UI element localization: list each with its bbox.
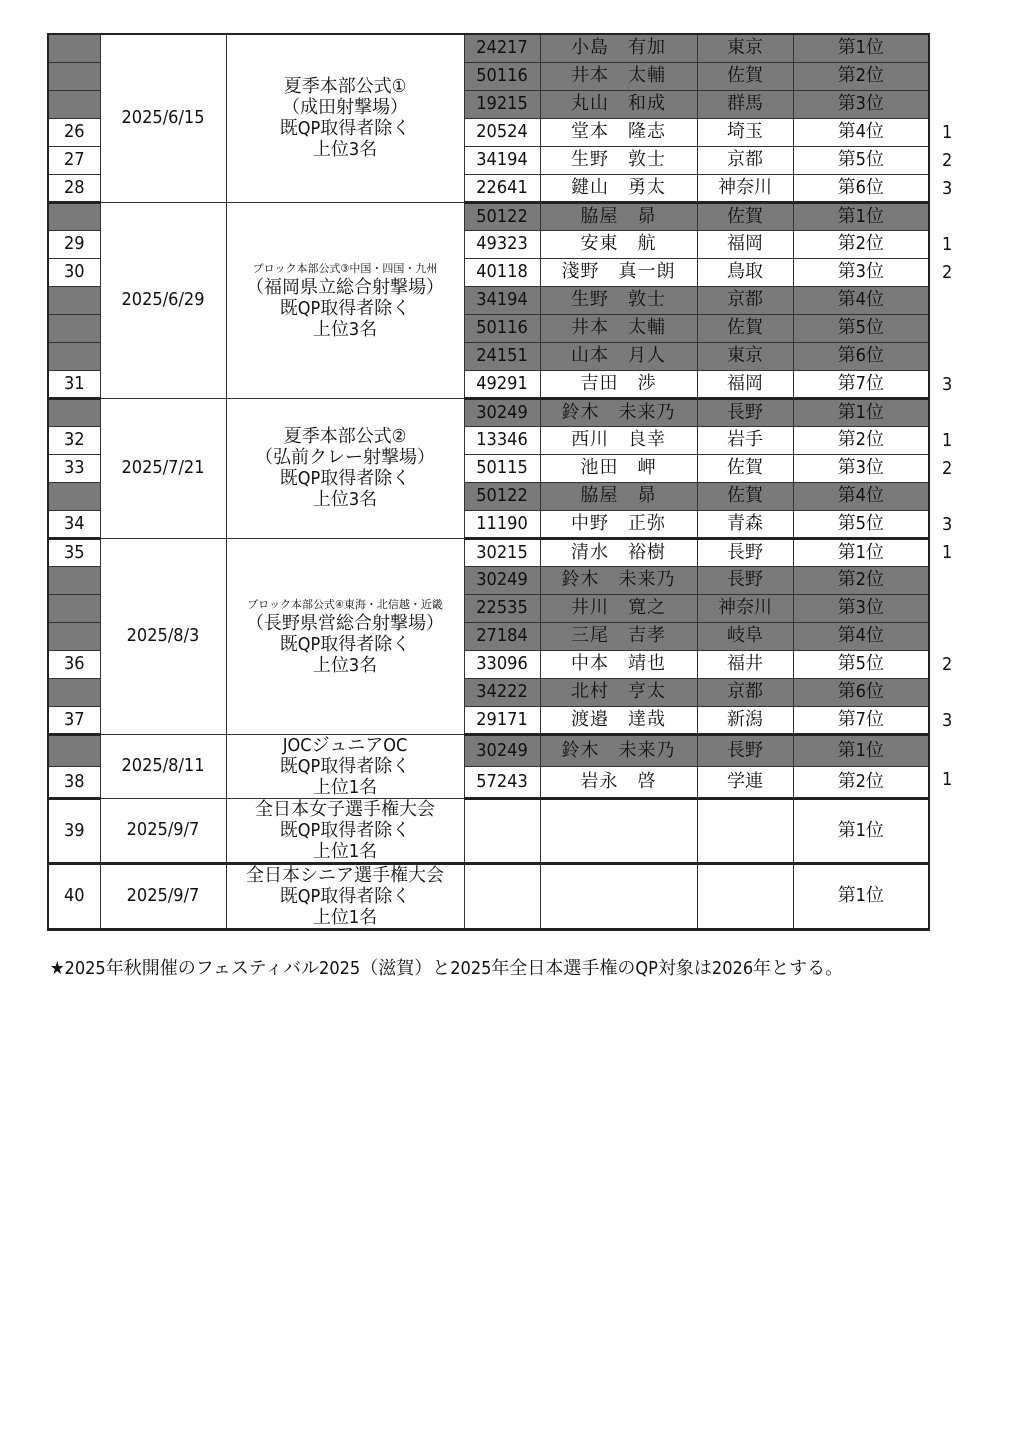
- table-row: [48, 734, 929, 766]
- event-name-line: 上位3名: [312, 318, 378, 340]
- member-id-cell: 50116: [464, 314, 540, 342]
- event-name-line: （福岡県立総合射撃場）: [246, 276, 444, 298]
- event-name-line: 既QP取得者除く: [279, 755, 411, 777]
- row-number-cell: [48, 34, 100, 62]
- rank-cell: 第2位: [793, 566, 929, 594]
- rank-cell: 第6位: [793, 174, 929, 202]
- rank-cell: 第2位: [793, 766, 929, 798]
- event-name-line: 全日本シニア選手権大会: [246, 864, 444, 886]
- prefecture-cell: 長野: [697, 566, 793, 594]
- athlete-name-cell: 岩永 啓: [540, 766, 697, 798]
- event-name-line: 既QP取得者除く: [279, 885, 411, 907]
- rank-cell: 第1位: [793, 202, 929, 230]
- athlete-name-cell: 中野 正弥: [540, 510, 697, 538]
- rank-cell: 第3位: [793, 90, 929, 118]
- footnote-text: ★2025年秋開催のフェスティバル2025（滋賀）と2025年全日本選手権のQP対象は2026年とする。: [50, 958, 844, 979]
- table-row: [48, 863, 929, 929]
- athlete-name-cell: 井本 太輔: [540, 62, 697, 90]
- prefecture-cell: [697, 798, 793, 863]
- member-id-cell: 30249: [464, 734, 540, 766]
- rank-cell: 第5位: [793, 650, 929, 678]
- athlete-name-cell: 井川 寛之: [540, 594, 697, 622]
- athlete-name-cell: 生野 敦士: [540, 146, 697, 174]
- athlete-name-cell: 生野 敦士: [540, 286, 697, 314]
- member-id-cell: 33096: [464, 650, 540, 678]
- event-name-line: 夏季本部公式②: [283, 426, 407, 447]
- footnote: [50, 954, 843, 980]
- event-name-line: （成田射撃場）: [282, 97, 408, 119]
- rank-cell: 第6位: [793, 678, 929, 706]
- event-date-cell: 2025/9/7: [100, 798, 226, 863]
- event-name-line: 上位1名: [312, 906, 378, 928]
- table-row: [48, 34, 929, 62]
- rank-cell: 第4位: [793, 118, 929, 146]
- row-number-cell: [48, 286, 100, 314]
- row-number-cell: 35: [48, 538, 100, 566]
- prefecture-cell: [697, 863, 793, 929]
- member-id-cell: 49323: [464, 230, 540, 258]
- row-number-cell: 37: [48, 706, 100, 734]
- row-number-cell: [48, 90, 100, 118]
- row-number-cell: [48, 622, 100, 650]
- member-id-cell: 13346: [464, 426, 540, 454]
- event-name-line: 上位1名: [312, 840, 378, 862]
- member-id-cell: 50122: [464, 202, 540, 230]
- event-date-cell: 2025/6/15: [100, 34, 226, 202]
- row-number-cell: 30: [48, 258, 100, 286]
- row-number-cell: 40: [48, 863, 100, 929]
- row-number-cell: 36: [48, 650, 100, 678]
- rank-cell: 第4位: [793, 482, 929, 510]
- prefecture-cell: 京都: [697, 146, 793, 174]
- row-number-cell: 28: [48, 174, 100, 202]
- member-id-cell: 40118: [464, 258, 540, 286]
- event-name-line: ブロック本部公式④東海・北信越・近畿: [247, 597, 443, 611]
- rank-cell: 第5位: [793, 314, 929, 342]
- event-date-cell: 2025/8/3: [100, 538, 226, 734]
- rank-cell: 第1位: [793, 398, 929, 426]
- prefecture-cell: 京都: [697, 286, 793, 314]
- table-row: [48, 538, 929, 566]
- row-number-cell: [48, 482, 100, 510]
- qp-slot-mark: 1: [942, 542, 953, 563]
- table-row: [48, 202, 929, 230]
- event-date-cell: 2025/8/11: [100, 734, 226, 798]
- prefecture-cell: 神奈川: [697, 174, 793, 202]
- athlete-name-cell: 鍵山 勇太: [540, 174, 697, 202]
- event-date-cell: 2025/7/21: [100, 398, 226, 538]
- member-id-cell: 24217: [464, 34, 540, 62]
- athlete-name-cell: 井本 太輔: [540, 314, 697, 342]
- member-id-cell: 20524: [464, 118, 540, 146]
- athlete-name-cell: 中本 靖也: [540, 650, 697, 678]
- prefecture-cell: 佐賀: [697, 482, 793, 510]
- rank-cell: 第4位: [793, 286, 929, 314]
- event-name-cell: [226, 798, 464, 863]
- event-date-cell: 2025/9/7: [100, 863, 226, 929]
- rank-cell: 第3位: [793, 594, 929, 622]
- row-number-cell: 33: [48, 454, 100, 482]
- row-number-cell: [48, 734, 100, 766]
- event-name-line: 全日本女子選手権大会: [255, 798, 435, 820]
- table-row: [48, 398, 929, 426]
- prefecture-cell: 鳥取: [697, 258, 793, 286]
- prefecture-cell: 長野: [697, 734, 793, 766]
- member-id-cell: 30249: [464, 566, 540, 594]
- qp-slot-mark: 1: [942, 430, 953, 451]
- row-number-cell: 26: [48, 118, 100, 146]
- qp-slot-mark: 3: [942, 710, 953, 731]
- member-id-cell: 27184: [464, 622, 540, 650]
- athlete-name-cell: 脇屋 昴: [540, 482, 697, 510]
- row-number-cell: 38: [48, 766, 100, 798]
- rank-cell: 第7位: [793, 706, 929, 734]
- prefecture-cell: 岩手: [697, 426, 793, 454]
- prefecture-cell: 岐阜: [697, 622, 793, 650]
- qp-ranking-table: [47, 33, 930, 931]
- row-number-cell: 27: [48, 146, 100, 174]
- rank-cell: 第1位: [793, 34, 929, 62]
- rank-cell: 第1位: [793, 538, 929, 566]
- athlete-name-cell: 鈴木 未来乃: [540, 398, 697, 426]
- athlete-name-cell: 西川 良幸: [540, 426, 697, 454]
- event-name-cell: [226, 863, 464, 929]
- qp-slot-mark: 1: [942, 122, 953, 143]
- prefecture-cell: 佐賀: [697, 454, 793, 482]
- qp-slot-mark: 2: [942, 262, 953, 283]
- prefecture-cell: 学連: [697, 766, 793, 798]
- prefecture-cell: 福井: [697, 650, 793, 678]
- athlete-name-cell: 鈴木 未来乃: [540, 734, 697, 766]
- event-name-line: 既QP取得者除く: [279, 118, 411, 140]
- event-name-line: 既QP取得者除く: [279, 819, 411, 841]
- member-id-cell: 19215: [464, 90, 540, 118]
- athlete-name-cell: 脇屋 昴: [540, 202, 697, 230]
- prefecture-cell: 福岡: [697, 370, 793, 398]
- athlete-name-cell: 堂本 隆志: [540, 118, 697, 146]
- event-name-line: 上位1名: [312, 776, 378, 798]
- athlete-name-cell: 鈴木 未来乃: [540, 566, 697, 594]
- qp-slot-mark: 2: [942, 458, 953, 479]
- event-name-line: 既QP取得者除く: [279, 297, 411, 319]
- member-id-cell: 11190: [464, 510, 540, 538]
- athlete-name-cell: 三尾 吉孝: [540, 622, 697, 650]
- athlete-name-cell: 渡邉 達哉: [540, 706, 697, 734]
- athlete-name-cell: [540, 798, 697, 863]
- event-name-cell: [226, 734, 464, 798]
- event-name-cell: [226, 202, 464, 398]
- rank-cell: 第3位: [793, 454, 929, 482]
- rank-cell: 第6位: [793, 342, 929, 370]
- athlete-name-cell: [540, 863, 697, 929]
- row-number-cell: 39: [48, 798, 100, 863]
- rank-cell: 第3位: [793, 258, 929, 286]
- row-number-cell: [48, 594, 100, 622]
- member-id-cell: 24151: [464, 342, 540, 370]
- prefecture-cell: 群馬: [697, 90, 793, 118]
- member-id-cell: 50116: [464, 62, 540, 90]
- athlete-name-cell: 小島 有加: [540, 34, 697, 62]
- athlete-name-cell: 淺野 真一朗: [540, 258, 697, 286]
- prefecture-cell: 長野: [697, 398, 793, 426]
- rank-cell: 第2位: [793, 230, 929, 258]
- row-number-cell: 31: [48, 370, 100, 398]
- qp-slot-mark: 1: [942, 234, 953, 255]
- athlete-name-cell: 丸山 和成: [540, 90, 697, 118]
- rank-cell: 第5位: [793, 510, 929, 538]
- member-id-cell: 29171: [464, 706, 540, 734]
- event-name-line: 夏季本部公式①: [283, 76, 407, 98]
- athlete-name-cell: 北村 亨太: [540, 678, 697, 706]
- rank-cell: 第4位: [793, 622, 929, 650]
- event-name-line: 既QP取得者除く: [279, 633, 411, 655]
- prefecture-cell: 新潟: [697, 706, 793, 734]
- prefecture-cell: 福岡: [697, 230, 793, 258]
- prefecture-cell: 佐賀: [697, 202, 793, 230]
- row-number-cell: 34: [48, 510, 100, 538]
- member-id-cell: 50115: [464, 454, 540, 482]
- athlete-name-cell: 吉田 渉: [540, 370, 697, 398]
- prefecture-cell: 佐賀: [697, 62, 793, 90]
- rank-cell: 第5位: [793, 146, 929, 174]
- member-id-cell: 49291: [464, 370, 540, 398]
- row-number-cell: [48, 342, 100, 370]
- qp-slot-mark: 3: [942, 514, 953, 535]
- event-date-cell: 2025/6/29: [100, 202, 226, 398]
- row-number-cell: [48, 398, 100, 426]
- rank-cell: 第2位: [793, 426, 929, 454]
- event-name-line: 上位3名: [312, 654, 378, 676]
- qp-slot-mark: 1: [942, 769, 953, 790]
- row-number-cell: [48, 678, 100, 706]
- member-id-cell: 22641: [464, 174, 540, 202]
- member-id-cell: [464, 863, 540, 929]
- member-id-cell: 50122: [464, 482, 540, 510]
- member-id-cell: [464, 798, 540, 863]
- event-name-line: 上位3名: [312, 489, 378, 510]
- prefecture-cell: 東京: [697, 342, 793, 370]
- prefecture-cell: 東京: [697, 34, 793, 62]
- rank-cell: 第1位: [793, 734, 929, 766]
- rank-cell: 第1位: [793, 798, 929, 863]
- row-number-cell: [48, 62, 100, 90]
- prefecture-cell: 埼玉: [697, 118, 793, 146]
- athlete-name-cell: 池田 岬: [540, 454, 697, 482]
- member-id-cell: 22535: [464, 594, 540, 622]
- athlete-name-cell: 安東 航: [540, 230, 697, 258]
- member-id-cell: 30249: [464, 398, 540, 426]
- event-name-cell: [226, 538, 464, 734]
- qp-slot-mark: 2: [942, 150, 953, 171]
- prefecture-cell: 佐賀: [697, 314, 793, 342]
- qp-slot-mark: 3: [942, 178, 953, 199]
- rank-cell: 第2位: [793, 62, 929, 90]
- event-name-cell: [226, 34, 464, 202]
- row-number-cell: 29: [48, 230, 100, 258]
- prefecture-cell: 京都: [697, 678, 793, 706]
- row-number-cell: [48, 566, 100, 594]
- member-id-cell: 34222: [464, 678, 540, 706]
- qp-slot-mark: 2: [942, 654, 953, 675]
- event-name-line: 上位3名: [312, 139, 378, 161]
- qp-slot-mark: 3: [942, 374, 953, 395]
- event-name-line: （長野県営総合射撃場）: [246, 612, 444, 634]
- table-row: [48, 798, 929, 863]
- member-id-cell: 34194: [464, 146, 540, 174]
- member-id-cell: 30215: [464, 538, 540, 566]
- member-id-cell: 34194: [464, 286, 540, 314]
- rank-cell: 第1位: [793, 863, 929, 929]
- athlete-name-cell: 清水 裕樹: [540, 538, 697, 566]
- row-number-cell: 32: [48, 426, 100, 454]
- event-name-line: （弘前クレー射撃場）: [255, 447, 435, 468]
- prefecture-cell: 長野: [697, 538, 793, 566]
- rank-cell: 第7位: [793, 370, 929, 398]
- row-number-cell: [48, 314, 100, 342]
- member-id-cell: 57243: [464, 766, 540, 798]
- event-name-line: JOCジュニアOC: [282, 734, 408, 756]
- event-name-cell: [226, 398, 464, 538]
- event-name-line: 既QP取得者除く: [279, 468, 411, 489]
- event-name-line: ブロック本部公式③中国・四国・九州: [252, 261, 438, 275]
- athlete-name-cell: 山本 月人: [540, 342, 697, 370]
- prefecture-cell: 青森: [697, 510, 793, 538]
- prefecture-cell: 神奈川: [697, 594, 793, 622]
- row-number-cell: [48, 202, 100, 230]
